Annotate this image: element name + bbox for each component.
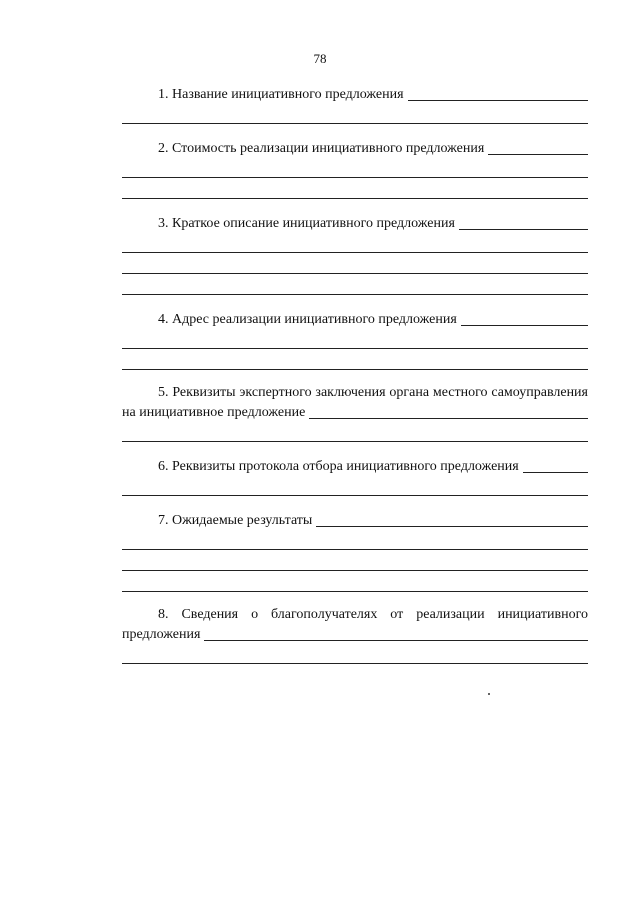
blank-line[interactable] [122,571,588,592]
field-label-continued: предложения [122,627,201,642]
stray-mark [488,693,490,695]
field-label-continued: на инициативное предложение [122,405,306,420]
form-fields [122,84,588,678]
field-label: 4. Адрес реализации инициативного предложения [158,312,457,327]
blank-line[interactable] [122,421,588,442]
blank-line[interactable] [122,274,588,295]
fill-line[interactable] [459,228,588,230]
field-label: 5. Реквизиты экспертного заключения органа местного самоуправления [158,385,588,400]
blank-line[interactable] [122,349,588,370]
fill-line[interactable] [523,471,588,473]
blank-line[interactable] [122,232,588,253]
fill-line[interactable] [408,99,588,101]
blank-line[interactable] [122,178,588,199]
field-label: 7. Ожидаемые результаты [158,513,313,528]
field-label: 2. Стоимость реализации инициативного предложения [158,141,485,156]
fill-line[interactable] [488,153,588,155]
blank-line[interactable] [122,529,588,550]
blank-line[interactable] [122,157,588,178]
field-initiative-name [122,84,588,124]
blank-line[interactable] [122,643,588,664]
field-label: 8. Сведения о благополучателях от реализации инициативного [158,607,588,622]
blank-line[interactable] [122,103,588,124]
field-initiative-description [122,213,588,295]
blank-line[interactable] [122,328,588,349]
field-initiative-address [122,309,588,370]
blank-line[interactable] [122,253,588,274]
field-beneficiaries [122,606,588,664]
field-label: 6. Реквизиты протокола отбора инициативного предложения [158,459,519,474]
field-expected-results [122,510,588,592]
field-selection-protocol [122,456,588,496]
blank-line[interactable] [122,475,588,496]
fill-line[interactable] [309,417,588,419]
page-number: 78 [313,51,327,66]
blank-line[interactable] [122,550,588,571]
field-label: 3. Краткое описание инициативного предложения [158,216,455,231]
fill-line[interactable] [204,639,588,641]
fill-line[interactable] [316,525,588,527]
field-initiative-cost [122,138,588,199]
fill-line[interactable] [461,324,588,326]
field-expert-conclusion [122,384,588,442]
field-label: 1. Название инициативного предложения [158,87,404,102]
